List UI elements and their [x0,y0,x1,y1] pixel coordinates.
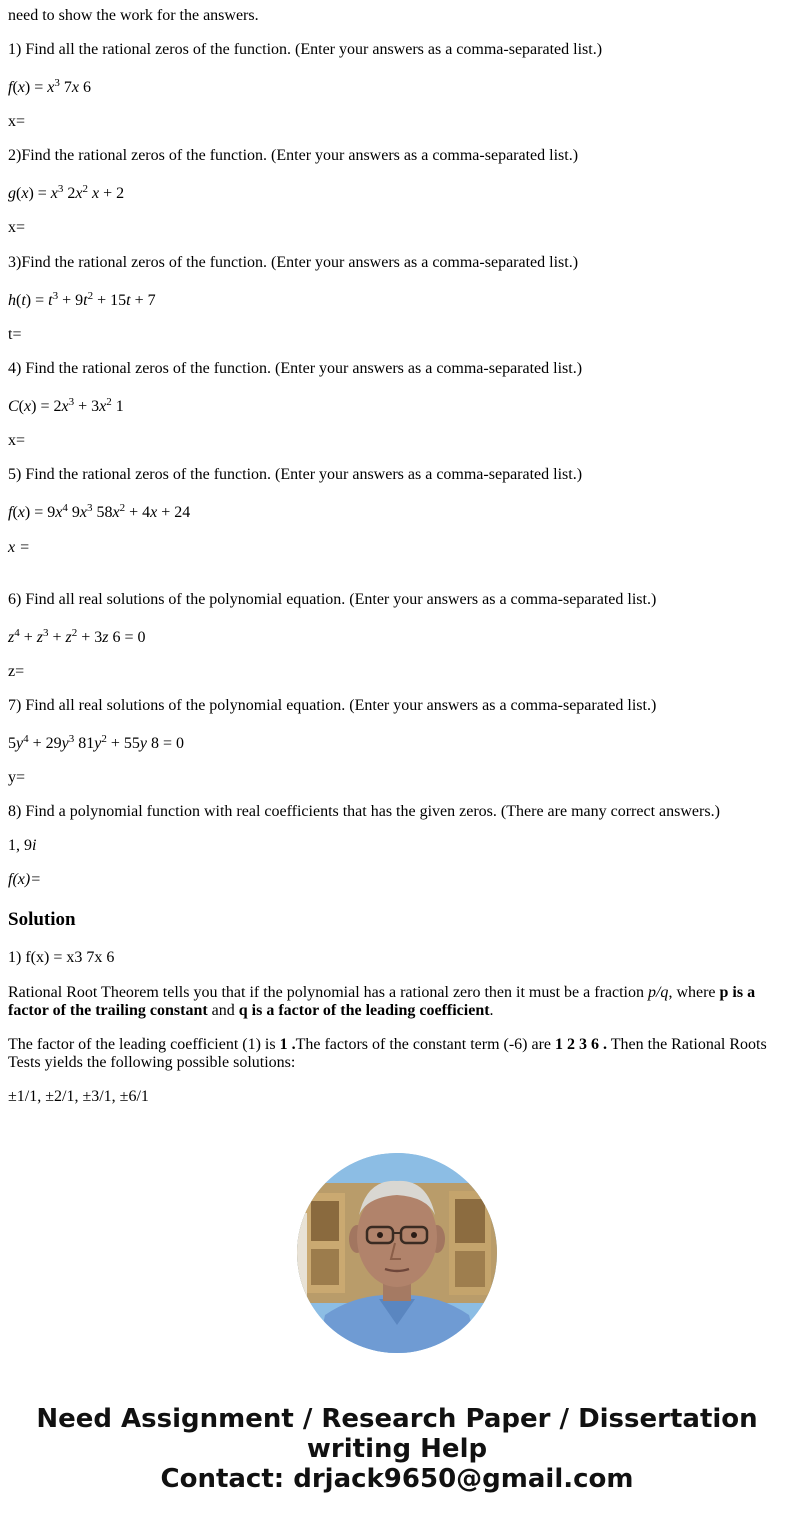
question-4-function: $C(x) = 2x^3 + 3x^2$ 1 [8,396,124,415]
question-4-answer-label: x= [8,432,26,449]
solution-theorem-paragraph: Rational Root Theorem tells you that if the polynomial has a rational zero then it must be a fraction p/q, where p is a factor of the trailing constant and q is a factor of the leading coefficient. [8,984,756,1019]
question-4-prompt: 4) Find the rational zeros of the function. (Enter your answers as a comma-separated list.) [8,360,583,377]
question-3-prompt: 3)Find the rational zeros of the function. (Enter your answers as a comma-separated list.) [8,254,579,271]
question-7-prompt: 7) Find all real solutions of the polynomial equation. (Enter your answers as a comma-separated list.) [8,697,657,714]
question-6-equation: $z^4 + z^3 + z^2 + 3z$ 6 = 0 [8,627,146,646]
question-5-function: $f(x) = 9x^4$ $9x^3$ $58x^2 + 4x + 24$ [8,502,191,521]
question-7-equation: $5y^4 + 29y^3$ $81y^2 + 55y$ 8 = 0 [8,733,185,752]
question-3-answer-label: t= [8,326,22,343]
question-5-answer-label: x = [8,539,30,556]
question-7-answer-label: y= [8,769,26,786]
question-8-answer-label: f(x)= [8,871,41,888]
question-3-function: $h(t) = t^3 + 9t^2 + 15t + 7$ [8,290,156,309]
question-8-prompt: 8) Find a polynomial function with real coefficients that has the given zeros. (There are many correct answers.) [8,803,720,820]
author-avatar [297,1153,497,1353]
question-6-prompt: 6) Find all real solutions of the polynomial equation. (Enter your answers as a comma-separated list.) [8,591,657,608]
promo-line-1: Need Assignment / Research Paper / Dissertation [36,1404,758,1434]
promo-line-2: writing Help [306,1434,488,1464]
question-5-prompt: 5) Find the rational zeros of the function. (Enter your answers as a comma-separated list.) [8,466,583,483]
solution-factors-paragraph: The factor of the leading coefficient (1) is 1 .The factors of the constant term (-6) are 1 2 3 6 . Then the Rational Roots Tests yields the following possible solutions: [8,1036,767,1071]
solution-possible-roots: ±1/1, ±2/1, ±3/1, ±6/1 [8,1088,149,1105]
question-2-prompt: 2)Find the rational zeros of the function. (Enter your answers as a comma-separated list.) [8,147,579,164]
intro-text: need to show the work for the answers. [8,7,259,24]
question-6-answer-label: z= [8,663,25,680]
author-portrait-image [297,1153,497,1353]
question-1-answer-label: x= [8,113,26,130]
solution-line-1: 1) f(x) = x3 7x 6 [8,949,115,966]
question-2-answer-label: x= [8,219,26,236]
promo-banner [0,1404,794,1494]
question-1-prompt: 1) Find all the rational zeros of the function. (Enter your answers as a comma-separated list.) [8,41,603,58]
question-8-zeros: 1, 9i [8,837,37,854]
question-1-function: $f(x) = x^3$ 7x 6 [8,77,91,96]
solution-heading: Solution [8,909,76,930]
question-2-function: $g(x) = x^3$ $2x^2$ x + 2 [8,183,125,202]
promo-contact: Contact: drjack9650@gmail.com [160,1464,634,1494]
